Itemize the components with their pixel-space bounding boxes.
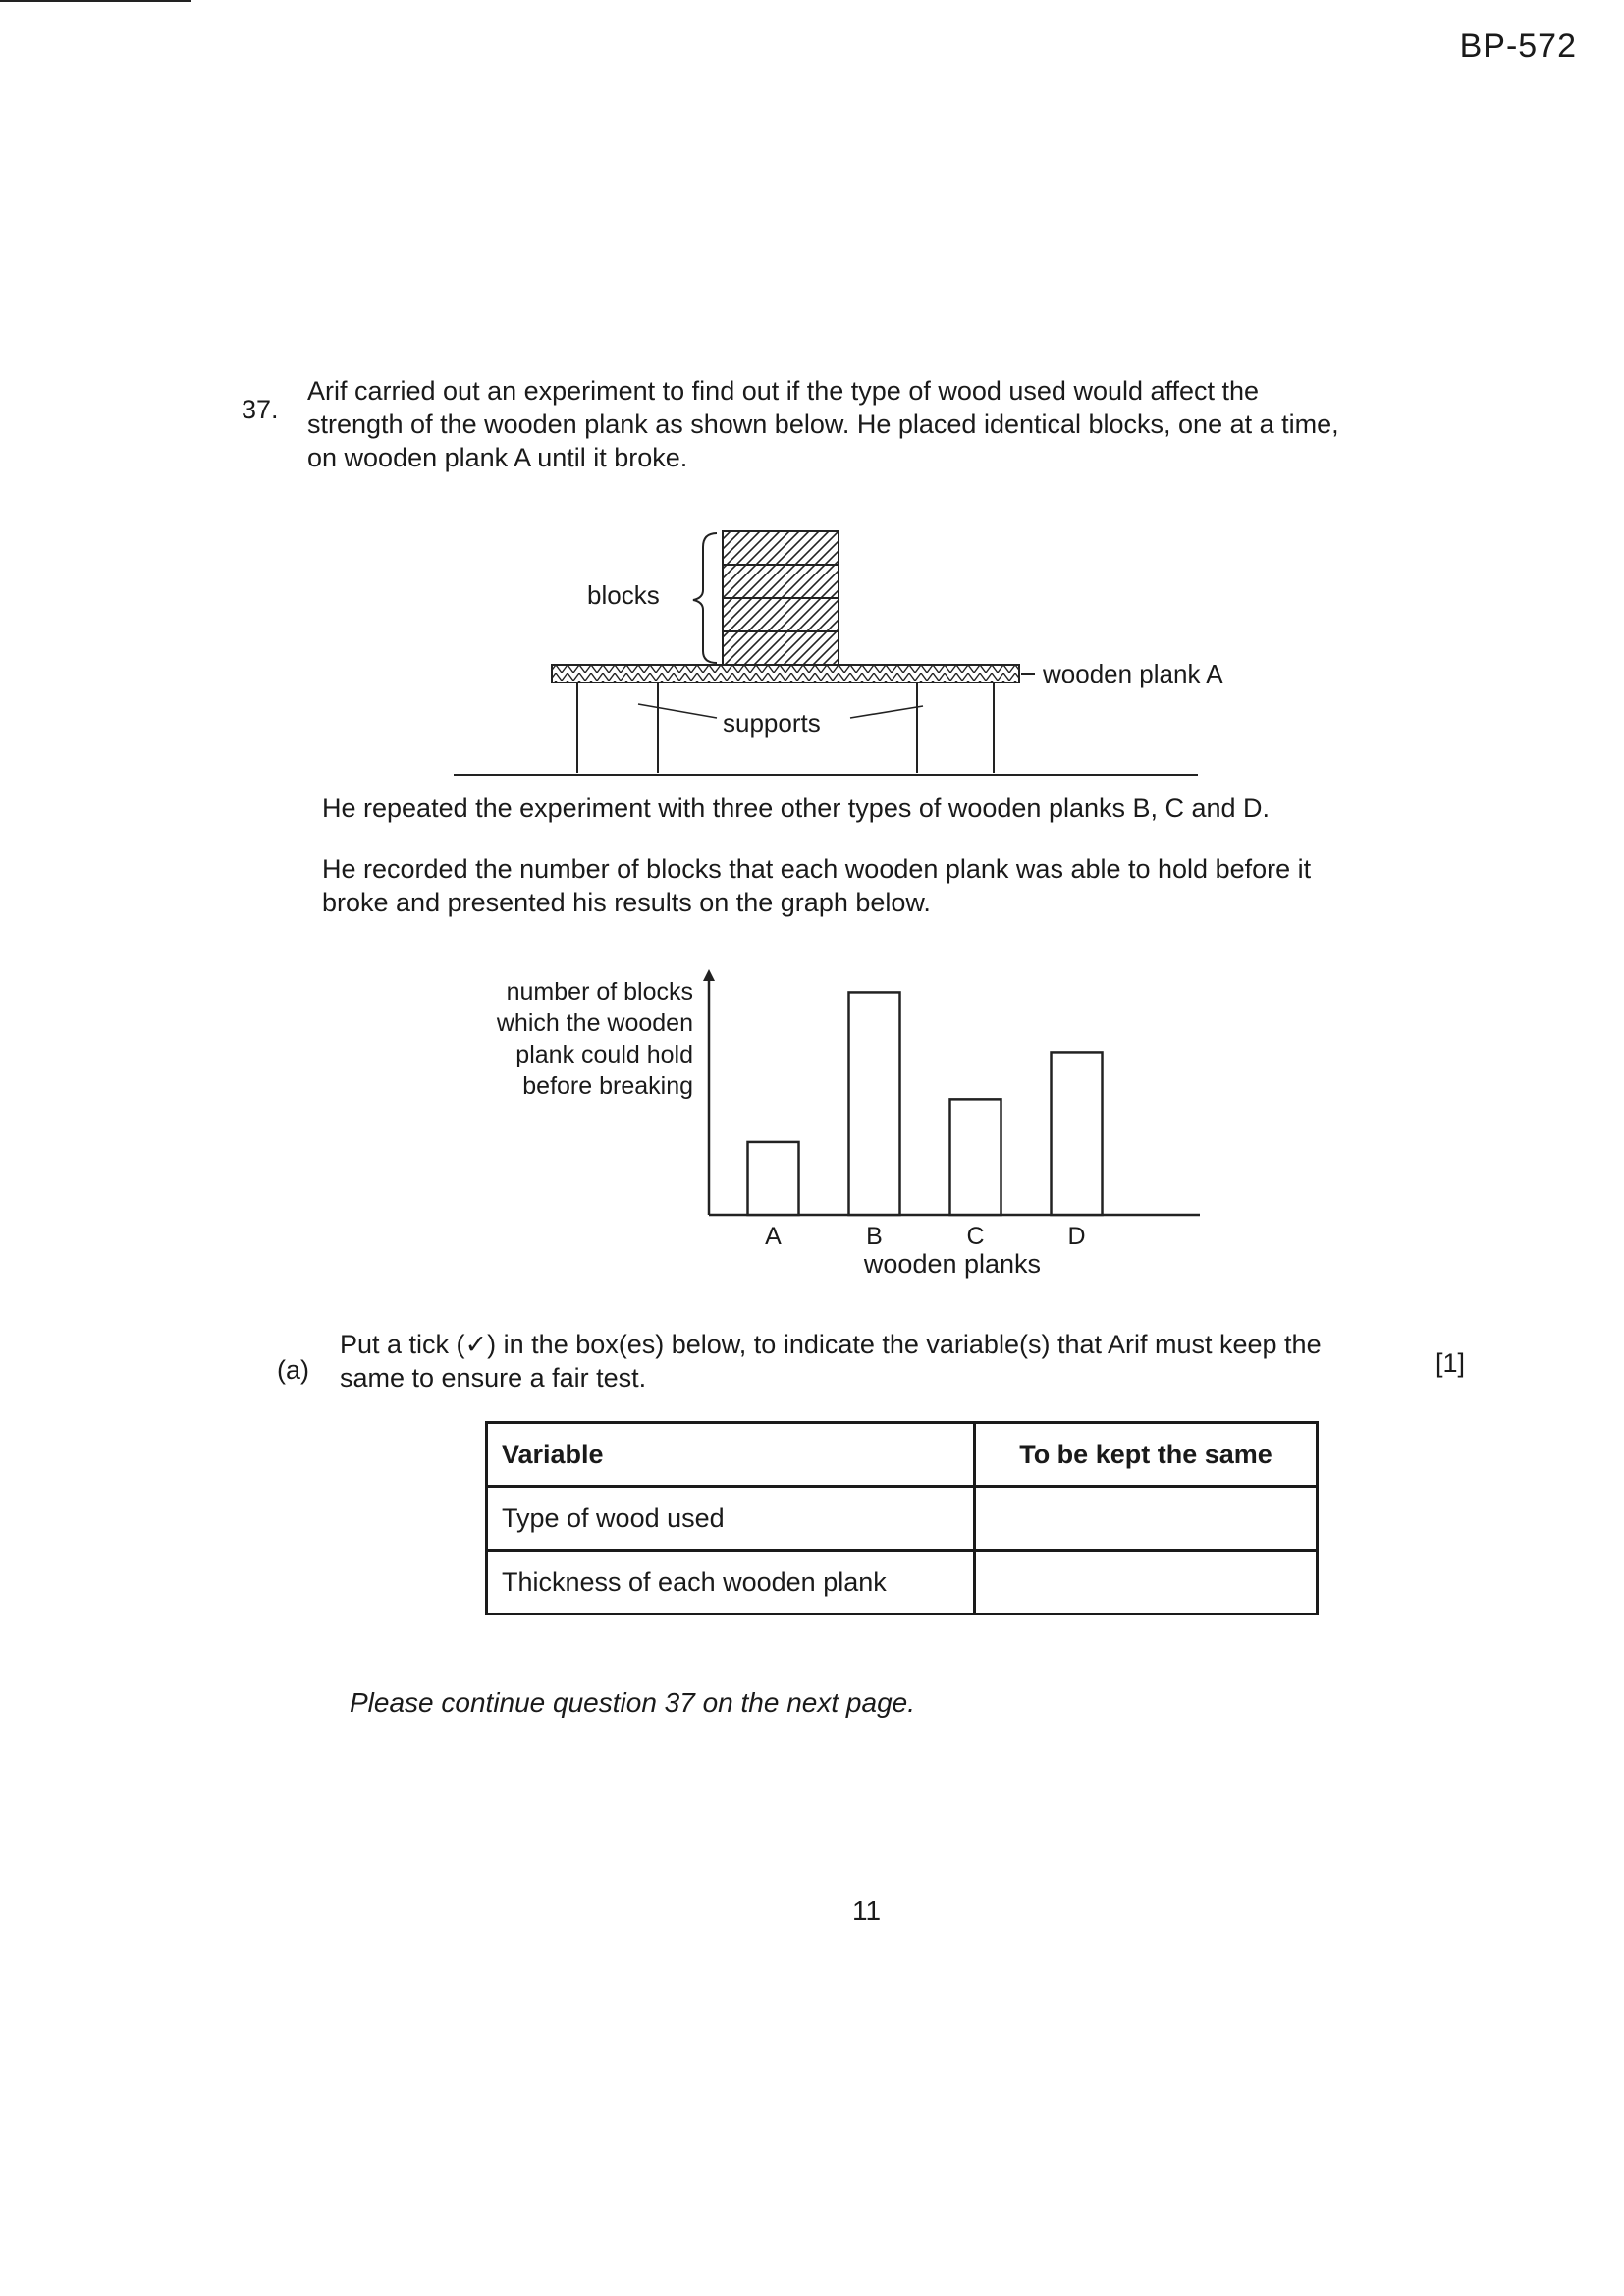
support-right (917, 683, 994, 773)
bar-B (849, 992, 900, 1215)
wooden-plank (552, 665, 1019, 683)
x-tick-B: B (866, 1223, 883, 1250)
continue-note: Please continue question 37 on the next page. (350, 1687, 915, 1718)
tick-box-thickness[interactable] (975, 1551, 1318, 1614)
y-axis-label-line-1: number of blocks (506, 978, 693, 1006)
table-row (487, 1551, 1318, 1614)
x-tick-A: A (765, 1223, 782, 1250)
question-number: 37. (242, 395, 279, 424)
bar-A (748, 1142, 799, 1215)
question-intro: Arif carried out an experiment to find out if the type of wood used would affect the strength of the wooden plank as shown below. He placed identical blocks, one at a time, on wooden plank A until it broke. (307, 376, 1339, 472)
x-tick-D: D (1067, 1223, 1086, 1250)
y-axis-label-line-3: plank could hold (515, 1041, 693, 1068)
table-header-kept-same: To be kept the same (975, 1423, 1318, 1487)
y-axis-arrow (703, 969, 715, 981)
supports-label: supports (723, 708, 821, 738)
part-a-marks: [1] (1435, 1348, 1466, 1378)
variable-thickness: Thickness of each wooden plank (487, 1551, 975, 1614)
tick-box-type-of-wood[interactable] (975, 1487, 1318, 1551)
x-tick-C: C (966, 1223, 985, 1250)
table-header-variable: Variable (487, 1423, 975, 1487)
bar-D (1052, 1052, 1103, 1215)
part-a-label: (a) (277, 1355, 309, 1385)
part-a-instruction: Put a tick (✓) in the box(es) below, to indicate the variable(s) that Arif must keep the same to ensure a fair test. (340, 1330, 1322, 1393)
table-header-row (487, 1423, 1318, 1487)
paragraph-repeat: He repeated the experiment with three other types of wooden planks B, C and D. (322, 793, 1271, 823)
paragraph-recorded: He recorded the number of blocks that each wooden plank was able to hold before it broke and presented his results on the graph below. (322, 854, 1312, 917)
blocks-brace (693, 533, 717, 663)
blocks-label: blocks (587, 580, 660, 610)
results-bar-chart (432, 967, 1237, 1291)
x-axis-label: wooden planks (863, 1249, 1042, 1279)
paper-code: BP-572 (1459, 27, 1577, 65)
table-row (487, 1487, 1318, 1551)
page-number: 11 (852, 1895, 882, 1926)
support-left (577, 683, 658, 773)
y-axis-label-line-2: which the wooden (496, 1010, 693, 1037)
bar-C (950, 1099, 1001, 1215)
variable-type-of-wood: Type of wood used (487, 1487, 975, 1551)
variables-table (485, 1421, 1319, 1615)
experiment-diagram (432, 516, 1296, 791)
top-rule (0, 0, 191, 2)
plank-label: wooden plank A (1043, 659, 1223, 688)
block-stack (723, 531, 839, 665)
y-axis-label-line-4: before breaking (522, 1072, 693, 1100)
